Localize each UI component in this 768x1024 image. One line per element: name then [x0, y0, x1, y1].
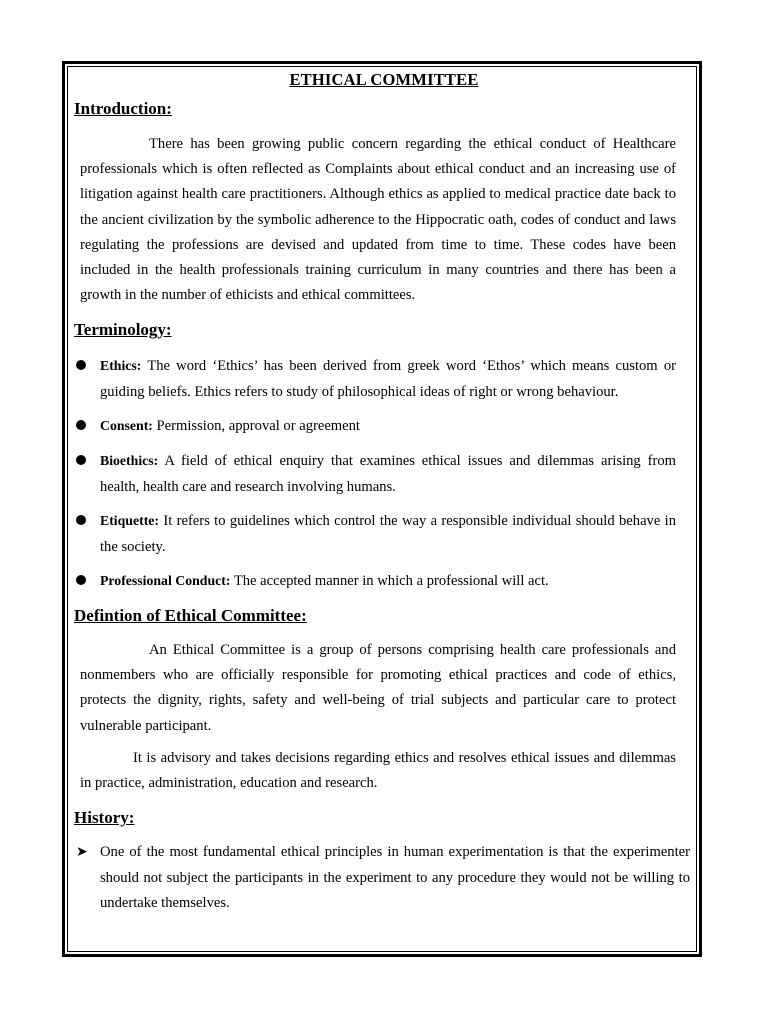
terminology-item-text	[100, 413, 676, 440]
terminology-item-text	[100, 353, 676, 405]
terminology-definition: Permission, approval or agreement	[156, 418, 360, 434]
definition-paragraph: It is advisory and takes decisions regarding ethics and resolves ethical issues and dilemmas in practice, administration, education and research.	[80, 750, 676, 792]
history-heading: History:	[74, 808, 135, 827]
bullet-dot-icon	[76, 455, 86, 465]
terminology-item-text	[100, 568, 676, 595]
terminology-term: Professional Conduct:	[100, 573, 231, 588]
history-item-text: One of the most fundamental ethical principles in human experimentation is that the experimenter should not subject the participants in the experiment to any procedure they would not be willing to undertake themselves.	[100, 844, 690, 911]
terminology-term: Bioethics:	[100, 453, 159, 468]
terminology-definition: The accepted manner in which a professional will act.	[233, 573, 549, 589]
introduction-paragraph: There has been growing public concern regarding the ethical conduct of Healthcare professionals which is often reflected as Complaints about ethical conduct and an increasing use of litigation against health care practitioners. Although ethics as applied to medical practice date back to the ancient civilization by the symbolic adherence to the Hippocratic oath, codes of conduct and laws regulating the professions are devised and updated from time to time. These codes have been included in the health professionals training curriculum in many countries and there has been a growth in the number of ethicists and ethical committees.	[80, 136, 676, 304]
bullet-dot-icon	[76, 360, 86, 370]
terminology-definition: It refers to guidelines which control the way a responsible individual should behave in the society.	[100, 513, 677, 555]
terminology-item-text	[100, 508, 676, 560]
terminology-term: Ethics:	[100, 358, 142, 373]
bullet-dot-icon	[76, 420, 86, 430]
definition-paragraph: An Ethical Committee is a group of persons comprising health care professionals and nonmembers who are officially responsible for promoting ethical practices and code of ethics, protects the dignity, rights, safety and well-being of trial subjects and particular care to protect vulnerable participant.	[80, 642, 676, 734]
definition-heading: Defintion of Ethical Committee:	[74, 606, 307, 625]
terminology-heading: Terminology:	[74, 320, 172, 339]
bullet-dot-icon	[76, 575, 86, 585]
arrow-bullet-icon: ➤	[76, 844, 88, 860]
terminology-term: Consent:	[100, 418, 153, 433]
document-title: ETHICAL COMMITTEE	[289, 70, 479, 89]
terminology-definition: A field of ethical enquiry that examines ethical issues and dilemmas arising from health, health care and research involving humans.	[100, 453, 677, 495]
introduction-heading: Introduction:	[74, 99, 172, 118]
terminology-term: Etiquette:	[100, 513, 160, 528]
terminology-definition: The word ‘Ethics’ has been derived from greek word ‘Ethos’ which means custom or guiding beliefs. Ethics refers to study of philosophical ideas of right or wrong behaviour.	[100, 358, 676, 400]
terminology-item-text	[100, 448, 676, 500]
bullet-dot-icon	[76, 515, 86, 525]
